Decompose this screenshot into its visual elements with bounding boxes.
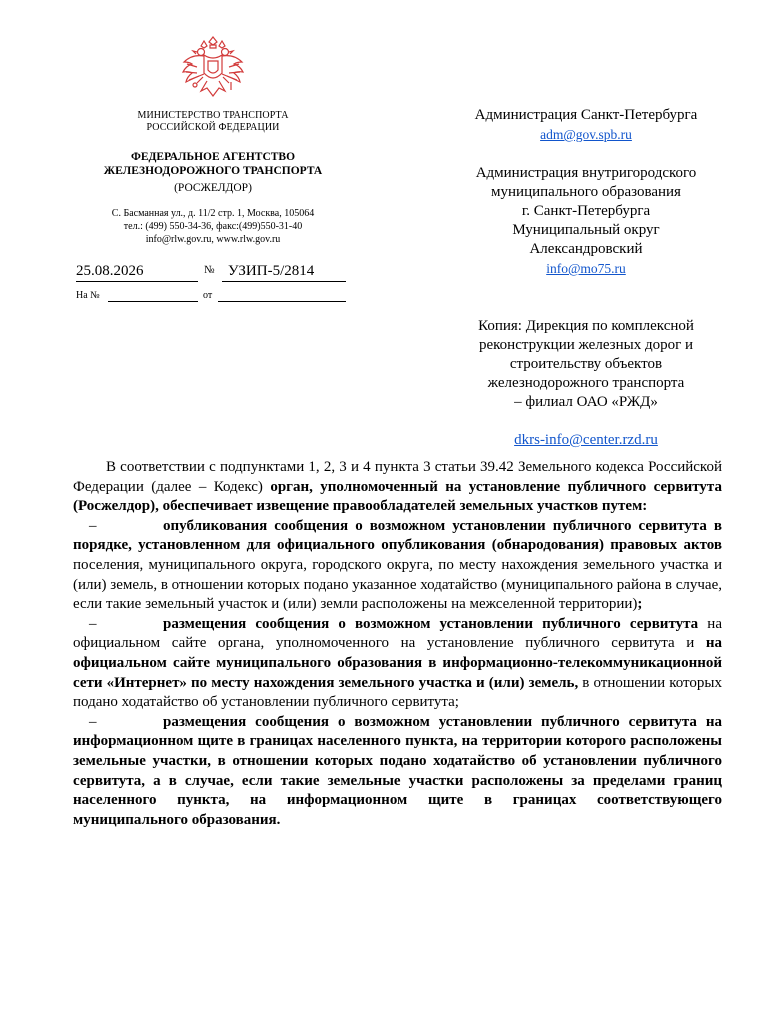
copy-line-4: железнодорожного транспорта	[487, 375, 685, 391]
addressee-2-line-4: Муниципальный округ	[512, 222, 660, 238]
item-3-bold: размещения сообщения о возможном установлении публичного сервитута на информационном щите в границах населенного пункта, на территории которого расположены земельные участки, в отношении которых подано ходатайство об установлении публичного сервитута, а в случае, если такие земельные участки расположены за пределами границ населенного пункта, на информационном щите в границах соответствующего муниципального образования.	[73, 713, 722, 828]
double-headed-eagle-emblem-icon	[179, 36, 247, 102]
addressee-block	[440, 106, 732, 450]
paragraph-1	[73, 458, 722, 517]
addressee-2-line-3: г. Санкт-Петербурга	[521, 203, 651, 219]
agency-short-name: (РОСЖЕЛДОР)	[174, 182, 252, 194]
list-item-dash: –	[89, 517, 97, 534]
list-item	[73, 615, 722, 713]
registration-date: 25.08.2026	[76, 261, 198, 282]
reference-line	[76, 290, 346, 306]
copy-email-link[interactable]: dkrs-info@center.rzd.ru	[514, 432, 658, 448]
reference-number-label: На №	[76, 290, 100, 301]
list-item-dash: –	[89, 713, 97, 730]
copy-line-2: реконструкции железных дорог и	[478, 337, 694, 353]
paragraph-1-bold: орган, уполномоченный на установление публичного сервитута (Росжелдор), обеспечивает извещение правообладателей земельных участков путем:	[73, 478, 722, 515]
addressee-1-name: Администрация Санкт-Петербурга	[474, 107, 698, 123]
reference-date-blank	[218, 301, 346, 302]
copy-line-1: Копия: Дирекция по комплексной	[478, 318, 694, 334]
list-item	[73, 517, 722, 615]
item-2-bold-1: размещения сообщения о возможном установлении публичного сервитута	[163, 615, 699, 632]
paragraph-1-text: В соответствии с подпунктами 1, 2, 3 и 4 пункта 3 статьи 39.42 Земельного кодекса Российской Федерации (далее – Кодекс)	[73, 459, 722, 495]
copy-line-5: – филиал ОАО «РЖД»	[514, 394, 658, 410]
list-item-dash: –	[89, 615, 97, 632]
agency-line-2: ЖЕЛЕЗНОДОРОЖНОГО ТРАНСПОРТА	[103, 165, 323, 177]
agency-name	[68, 150, 358, 178]
address-line-1: С. Басманная ул., д. 11/2 стр. 1, Москва, 105064	[111, 208, 315, 219]
item-2-bold-2: на официальном сайте муниципального образования в информационно-телекоммуникационной сети «Интернет» по месту нахождения земельного участка и (или) земель,	[73, 635, 722, 691]
address-line-3: info@rlw.gov.ru, www.rlw.gov.ru	[145, 234, 281, 245]
ministry-line-2: РОССИЙСКОЙ ФЕДЕРАЦИИ	[146, 122, 280, 133]
item-1-bold: опубликования сообщения о возможном установлении публичного сервитута в порядке, установленном для официального опубликования (обнародования) правовых актов	[73, 517, 722, 554]
ministry-line-1: МИНИСТЕРСТВО ТРАНСПОРТА	[137, 110, 289, 121]
item-2-text-1: на официальном сайте органа, уполномоченного на установление публичного сервитута и	[73, 615, 722, 652]
copy-line-3: строительству объектов	[509, 356, 663, 372]
addressee-2-line-2: муниципального образования	[491, 184, 681, 200]
registration-line	[76, 261, 346, 283]
addressee-2-email-link[interactable]: info@mo75.ru	[546, 261, 626, 276]
addressee-2-line-5: Александровский	[529, 241, 643, 257]
list-item	[73, 713, 722, 831]
registration-number-label: №	[204, 264, 215, 276]
reference-date-label: от	[203, 290, 213, 301]
item-1-text: поселения, муниципального округа, городского округа, по месту нахождения земельного участка и (или) земель, в отношении которых подано указанное ходатайство (муниципального района в случае, если такие земельный участок и (или) земли расположены на межселенной территории)	[73, 556, 722, 613]
registration-number: УЗИП-5/2814	[222, 261, 346, 282]
item-1-end: ;	[637, 596, 643, 613]
sender-block	[68, 36, 358, 246]
ministry-name	[68, 110, 358, 134]
sender-address	[68, 207, 358, 246]
addressee-1-email-link[interactable]: adm@gov.spb.ru	[540, 127, 632, 142]
item-2-text-2: в отношении которых подано ходатайство об установлении публичного сервитута;	[73, 674, 722, 711]
address-line-2: тел.: (499) 550-34-36, факс:(499)550-31-40	[123, 221, 303, 232]
addressee-2-line-1: Администрация внутригородского	[475, 165, 697, 181]
letter-body	[73, 458, 722, 830]
reference-number-blank	[108, 301, 198, 302]
agency-line-1: ФЕДЕРАЛЬНОЕ АГЕНТСТВО	[130, 151, 296, 163]
